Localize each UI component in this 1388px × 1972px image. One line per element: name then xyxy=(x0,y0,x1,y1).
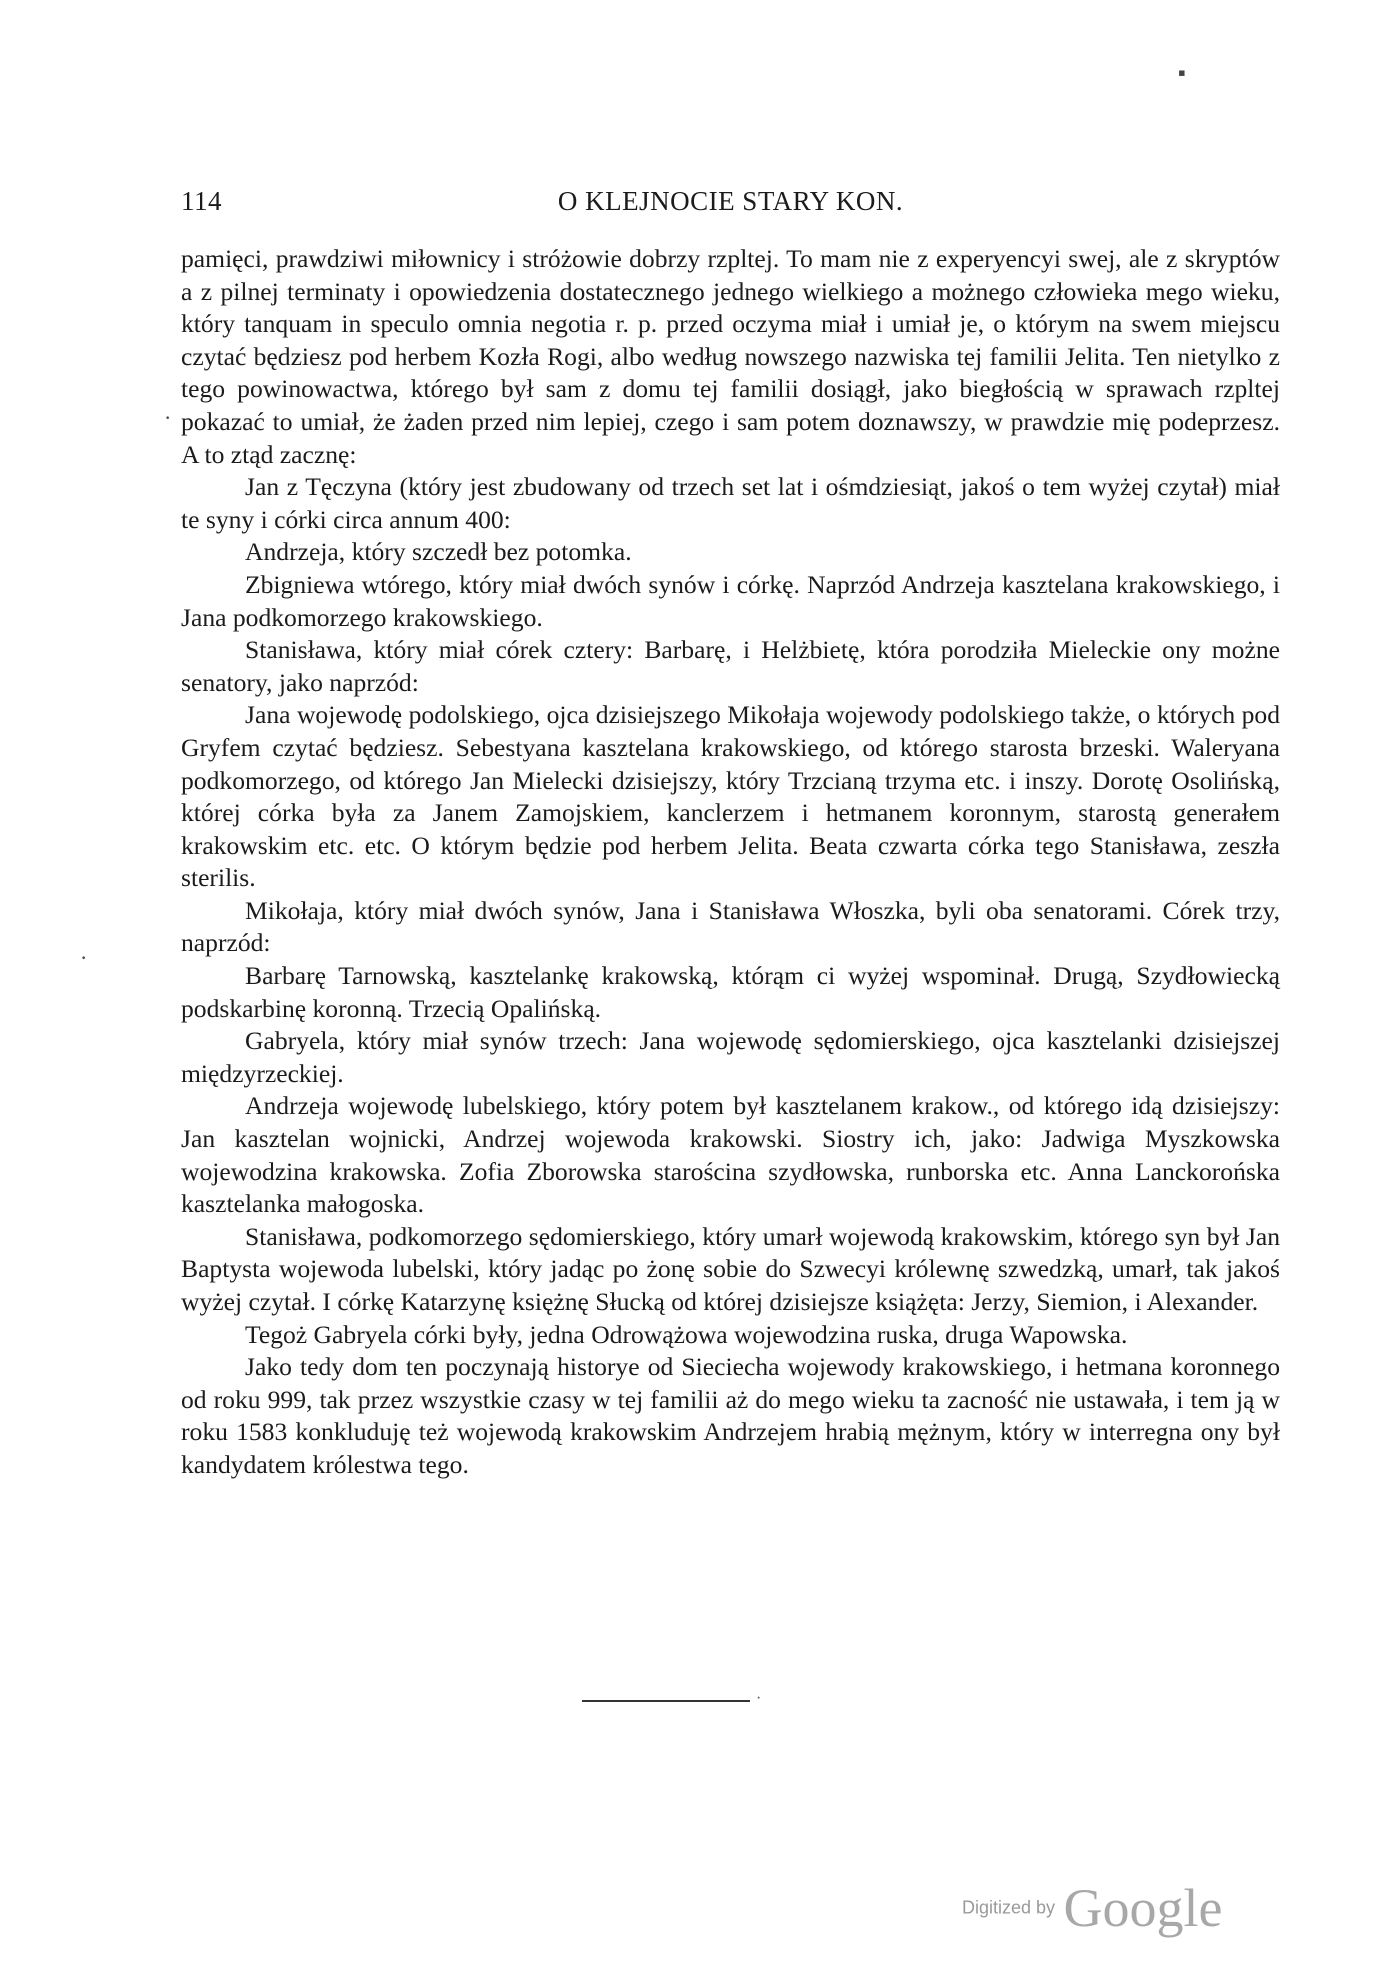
paragraph: Zbigniewa wtórego, który miał dwóch synów i córkę. Naprzód Andrzeja kasztelana krakowskiego, i Jana podkomorzego krakowskiego. xyxy=(181,569,1280,632)
paragraph: Jana wojewodę podolskiego, ojca dzisiejszego Mikołaja wojewody podolskiego także, o których pod Gryfem czytać będziesz. Sebestyana kasztelana krakowskiego, od którego starosta brzeski. Waleryana podkomorzego, od którego Jan Mielecki dzisiejszy, który Trzcianą trzyma etc. i inszy. Dorotę Osolińską, której córka była za Janem Zamojskiem, kanclerzem i hetmanem koronnym, starostą generałem krakowskim etc. etc. O którym będzie pod herbem Jelita. Beata czwarta córka tego Stanisława, zeszła sterilis. xyxy=(181,700,1280,893)
ink-speck: · xyxy=(756,1690,762,1707)
paragraph: Jako tedy dom ten poczynają historye od Sieciecha wojewody krakowskiego, i hetmana koronnego od roku 999, tak przez wszystkie czasy w tej familii aż do mego wieku ta zacność nie ustawała, i tem ją w roku 1583 konkluduję też wojewodą krakowskim Andrzejem hrabią mężnym, który w interregna ony był kandydatem królestwa tego. xyxy=(181,1352,1280,1479)
paragraph: Andrzeja, który szczedł bez potomka. xyxy=(245,537,632,567)
closing-rule xyxy=(582,1700,750,1702)
ink-speck: · xyxy=(164,405,172,430)
google-logo: Google xyxy=(1063,1878,1223,1938)
paragraph: Tegoż Gabryela córki były, jedna Odrowążowa wojewodzina ruska, druga Wapowska. xyxy=(245,1319,1128,1349)
paragraph: Andrzeja wojewodę lubelskiego, który potem był kasztelanem krakow., od którego idą dzisiejszy: Jan kasztelan wojnicki, Andrzej wojewoda krakowski. Siostry ich, jako: Jadwiga Myszkowska wojewodzina krakowska. Zofia Zborowska starościna szydłowska, runborska etc. Anna Lanckorońska kasztelanka małogoska. xyxy=(181,1091,1280,1219)
paragraph: Barbarę Tarnowską, kasztelankę krakowską, którąm ci wyżej wspominał. Drugą, Szydłowiecką podskarbinę koronną. Trzecią Opalińską. xyxy=(181,961,1280,1023)
watermark-text: Digitized by xyxy=(962,1897,1056,1918)
paragraph: pamięci, prawdziwi miłownicy i stróżowie dobrzy rzpltej. To mam nie z experyencyi swej, ale z skryptów a z pilnej terminaty i opowiedzenia dostatecznego jednego wielkiego a możnego człowieka mego wieku, który tanquam in speculo omnia negotia r. p. przed oczyma miał i umiał je, o którym na swem miejscu czytać będziesz pod herbem Kozła Rogi, albo według nowszego nazwiska tej familii Jelita. Ten nietylko z tego powinowactwa, którego był sam z domu tej familii dosiągł, jako biegłością w sprawach rzpltej pokazać to umiał, że żaden przed nim lepiej, czego i sam potem doznawszy, w prawdzie mię podeprzesz. A to ztąd zacznę: xyxy=(181,244,1280,469)
paragraph: Mikołaja, który miał dwóch synów, Jana i Stanisława Włoszka, byli oba senatorami. Córek trzy, naprzód: xyxy=(181,895,1280,958)
paragraph: Gabryela, który miał synów trzech: Jana wojewodę sędomierskiego, ojca kasztelanki dzisiejszej międzyrzeckiej. xyxy=(181,1026,1280,1088)
ink-speck: · xyxy=(80,945,88,970)
page-number: 114 xyxy=(181,186,222,216)
digitized-by-google-watermark xyxy=(962,1877,1222,1939)
body-text xyxy=(181,243,1280,1482)
running-title: O KLEJNOCIE STARY KON. xyxy=(557,186,904,216)
paragraph: Jan z Tęczyna (który jest zbudowany od trzech set lat i ośmdziesiąt, jakoś o tem wyżej czytał) miał te syny i córki circa annum 400: xyxy=(181,472,1280,534)
ink-speck: ▪ xyxy=(1178,60,1186,85)
paragraph: Stanisława, który miał córek cztery: Barbarę, i Helżbietę, która porodziła Mieleckie ony możne senatory, jako naprzód: xyxy=(181,635,1280,697)
paragraph: Stanisława, podkomorzego sędomierskiego, który umarł wojewodą krakowskim, którego syn był Jan Baptysta wojewoda lubelski, który jadąc po żonę sobie do Szwecyi królewnę szwedzką, umarł, tak jakoś wyżej czytał. I córkę Katarzynę księżnę Słucką od której dzisiejsze książęta: Jerzy, Siemion, i Alexander. xyxy=(181,1221,1280,1316)
page-header xyxy=(181,186,1280,226)
